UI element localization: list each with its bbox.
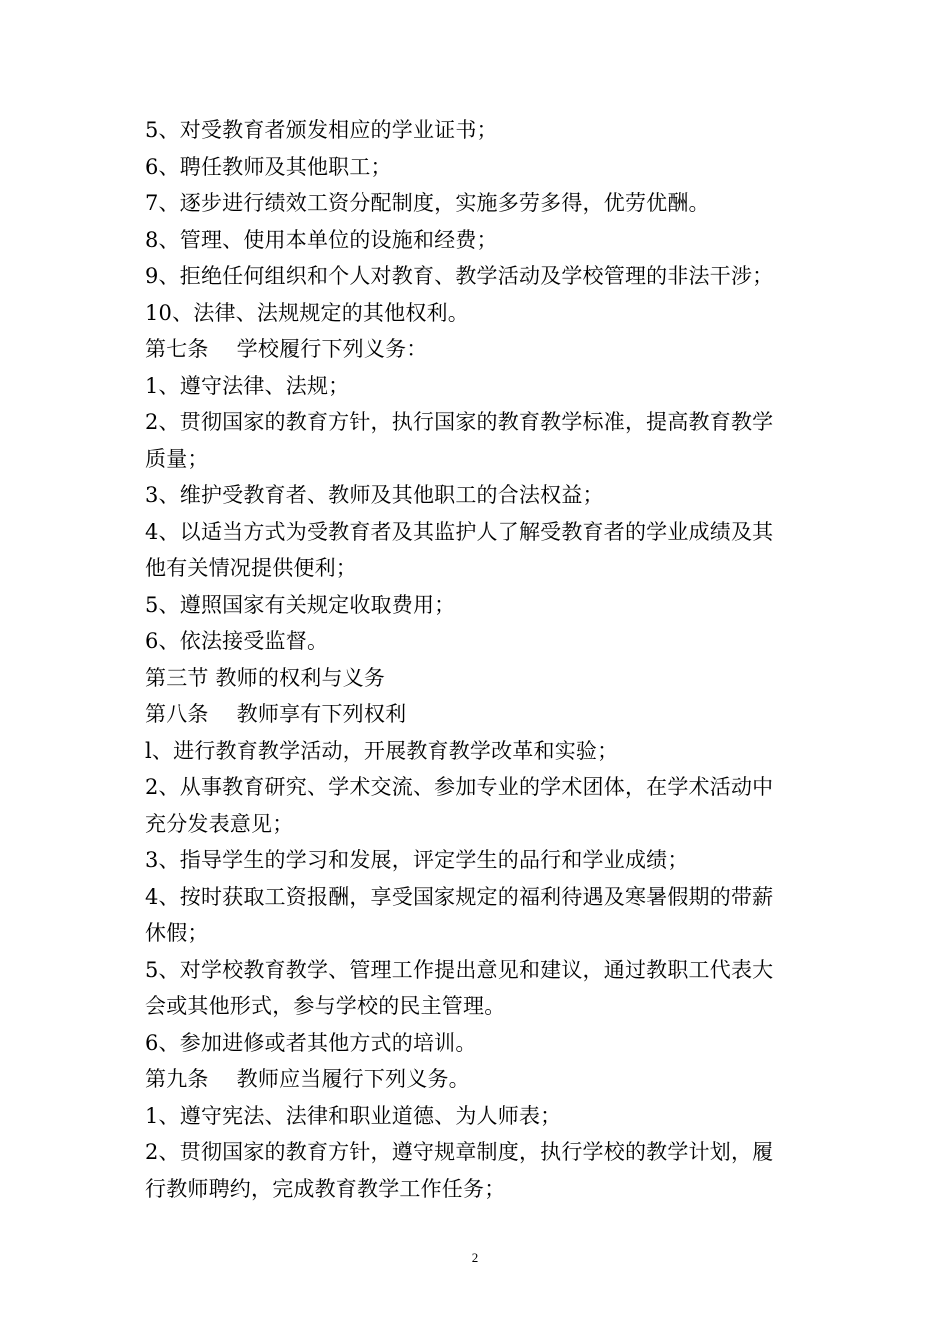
text-line: 他有关情况提供便利； [145,556,357,580]
text-line: 5、对受教育者颁发相应的学业证书； [145,118,498,142]
text-line: 3、维护受教育者、教师及其他职工的合法权益； [145,483,604,507]
text-line: 4、按时获取工资报酬，享受国家规定的福利待遇及寒暑假期的带薪 [145,884,774,909]
text-line: 5、对学校教育教学、管理工作提出意见和建议，通过教职工代表大 [145,957,774,982]
text-line: 9、拒绝任何组织和个人对教育、教学活动及学校管理的非法干涉； [145,264,774,288]
article-heading: 第八条 教师享有下列权利 [145,702,407,726]
text-line: 2、从事教育研究、学术交流、参加专业的学术团体，在学术活动中 [145,775,774,799]
text-line: 6、依法接受监督。 [145,629,329,653]
article-heading: 第九条 教师应当履行下列义务。 [145,1067,470,1091]
text-line: 2、贯彻国家的教育方针，执行国家的教育教学标准，提高教育教学 [145,410,774,434]
text-line: 3、指导学生的学习和发展，评定学生的品行和学业成绩； [145,848,689,872]
text-line: 会或其他形式，参与学校的民主管理。 [145,994,506,1018]
text-line: 质量； [145,446,209,471]
text-line: 休假； [145,921,209,945]
text-line: 10、法律、法规规定的其他权利。 [145,300,469,325]
text-line: 1、遵守法律、法规； [145,373,350,398]
text-line: 6、参加进修或者其他方式的培训。 [145,1030,477,1055]
text-line: 6、聘任教师及其他职工； [145,154,392,179]
text-line: l、进行教育教学活动，开展教育教学改革和实验； [145,738,619,763]
text-line: 行教师聘约，完成教育教学工作任务； [145,1176,506,1201]
article-heading: 第七条 学校履行下列义务： [145,337,428,361]
page-number: 2 [471,1250,479,1265]
text-line: 4、以适当方式为受教育者及其监护人了解受教育者的学业成绩及其 [145,519,774,544]
text-line: 1、遵守宪法、法律和职业道德、为人师表； [145,1103,562,1128]
document-body [145,112,815,1207]
section-heading: 第三节 教师的权利与义务 [145,665,386,690]
text-line: 8、管理、使用本单位的设施和经费； [145,227,498,252]
text-line: 充分发表意见； [145,811,294,836]
text-line: 7、逐步进行绩效工资分配制度，实施多劳多得，优劳优酬。 [145,191,710,215]
text-line: 2、贯彻国家的教育方针，遵守规章制度，执行学校的教学计划，履 [145,1140,774,1164]
text-line: 5、遵照国家有关规定收取费用； [145,592,456,617]
